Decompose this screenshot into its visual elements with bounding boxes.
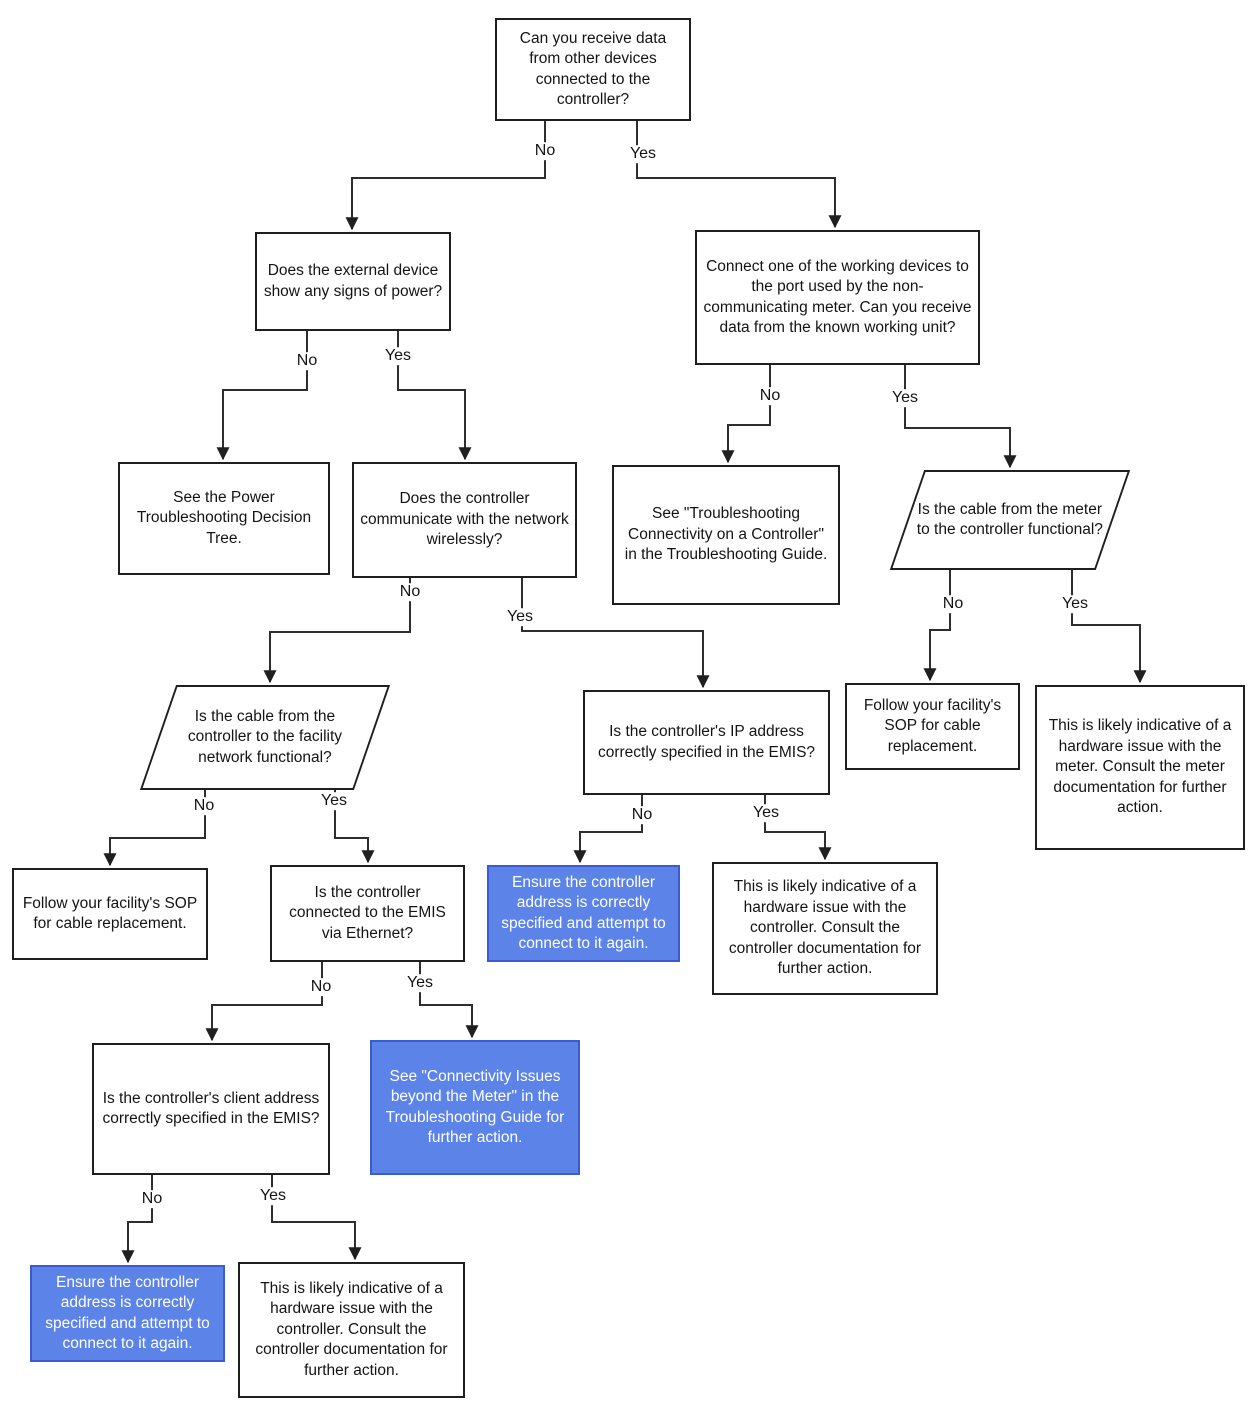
edge-label: Yes [627,145,659,163]
node-cable-facility-functional [140,685,390,790]
edge-ip-no [580,795,642,862]
node-see-connectivity-issues: See "Connectivity Issues beyond the Meter" in the Troubleshooting Guide for further action. [370,1040,580,1175]
edge-wireless-no [270,578,410,682]
edge-label: No [757,387,783,405]
edge-label: Yes [318,792,350,810]
edge-label: Yes [404,974,436,992]
edge-label: Yes [889,389,921,407]
node-client-address-correct: Is the controller's client address correctly specified in the EMIS? [92,1043,330,1175]
edge-label: Yes [257,1187,289,1205]
edge-label: No [191,797,217,815]
edge-label: No [308,978,334,996]
node-wireless-network: Does the controller communicate with the network wirelessly? [352,462,577,578]
edge-cablemeter-no [930,570,950,680]
node-sop-cable-replacement-right: Follow your facility's SOP for cable replacement. [845,683,1020,770]
node-external-device-power: Does the external device show any signs of power? [255,232,451,331]
edge-power-no [223,331,307,459]
node-ensure-address-bottom: Ensure the controller address is correctly specified and attempt to connect to it again. [30,1265,225,1362]
edge-cablemeter-yes [1072,570,1140,682]
edge-label: Yes [1059,595,1091,613]
node-sop-cable-replacement-left: Follow your facility's SOP for cable replacement. [12,868,208,960]
edge-label: No [294,352,320,370]
edge-working-no [728,365,770,462]
node-cable-meter-functional [890,470,1130,570]
edge-receive-no [352,120,545,229]
node-hardware-issue-controller-bottom: This is likely indicative of a hardware issue with the controller. Consult the controller documentation for further action. [238,1262,465,1398]
node-hardware-issue-meter: This is likely indicative of a hardware issue with the meter. Consult the meter documentation for further action. [1035,685,1245,850]
edge-label: No [397,583,423,601]
edge-working-yes [905,365,1010,467]
edge-client-no [128,1175,152,1262]
edge-label: Yes [504,608,536,626]
edge-label: No [629,806,655,824]
node-cable-facility-functional-text: Is the cable from the controller to the facility network functional? [187,707,343,766]
node-cable-meter-functional-text: Is the cable from the meter to the controller functional? [916,500,1104,538]
edge-label: Yes [382,347,414,365]
node-ip-address-correct: Is the controller's IP address correctly specified in the EMIS? [583,690,830,795]
node-hardware-issue-controller-top: This is likely indicative of a hardware issue with the controller. Consult the controller documentation for further action. [712,862,938,995]
edge-receive-yes [637,120,835,227]
edge-ethernet-no [212,962,322,1040]
node-ensure-address-top: Ensure the controller address is correctly specified and attempt to connect to it again. [487,865,680,962]
node-see-power-tree: See the Power Troubleshooting Decision Tree. [118,462,330,575]
node-can-receive-data: Can you receive data from other devices connected to the controller? [495,18,691,121]
node-ethernet-connected: Is the controller connected to the EMIS via Ethernet? [270,865,465,962]
node-see-troubleshooting-connectivity: See "Troubleshooting Connectivity on a Controller" in the Troubleshooting Guide. [612,465,840,605]
edge-label: Yes [750,804,782,822]
edge-label: No [940,595,966,613]
node-connect-working-device: Connect one of the working devices to the port used by the non-communicating meter. Can you receive data from the known working unit? [695,230,980,365]
edge-label: No [532,142,558,160]
edge-label: No [139,1190,165,1208]
